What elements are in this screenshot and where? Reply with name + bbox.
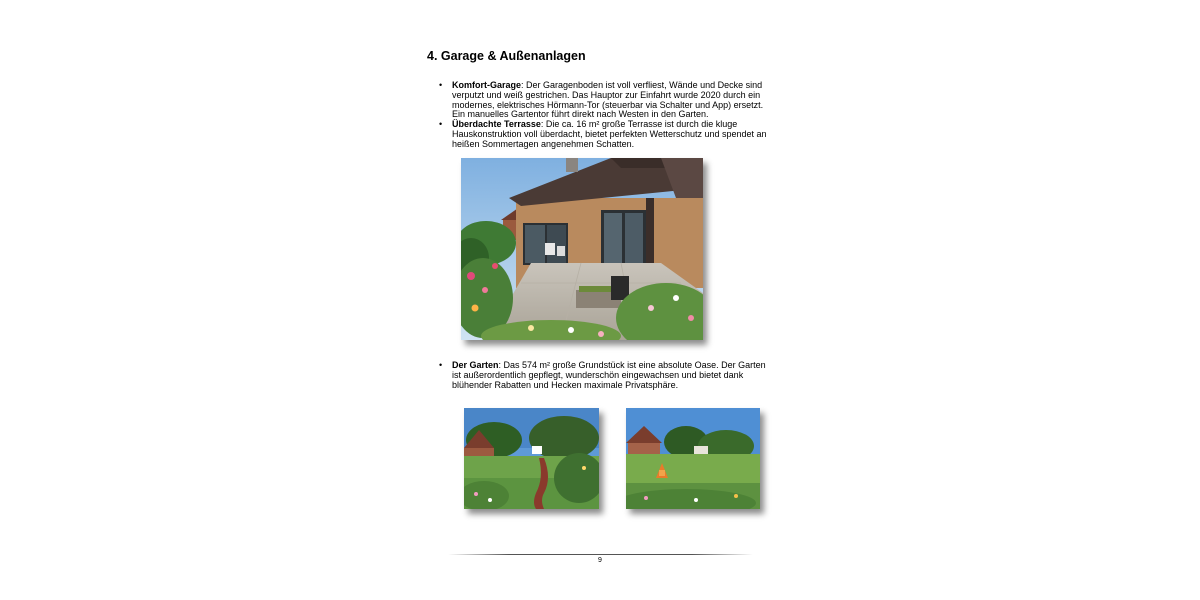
item-text: : Die ca. 16 m² große Terrasse ist durch die kluge Hauskonstruktion voll überdacht, bietet perfekten Wetterschutz und spendet an heißen Sommertagen angenehmen Schatten. — [452, 119, 767, 149]
page-number: 9 — [598, 557, 602, 564]
list-item-garden — [439, 361, 769, 390]
item-term: Der Garten — [452, 360, 499, 370]
garden-path-photo — [464, 408, 599, 509]
list-item-terrace — [439, 120, 769, 149]
garden-list — [439, 361, 769, 390]
list-item-garage — [439, 81, 769, 120]
feature-list — [439, 81, 769, 150]
footer-divider — [448, 554, 753, 555]
covered-terrace-photo — [461, 158, 703, 340]
garden-lawn-photo — [626, 408, 760, 509]
section-heading: 4. Garage & Außenanlagen — [427, 49, 586, 63]
item-text: : Der Garagenboden ist voll verfliest, Wände und Decke sind verputzt und weiß gestrichen. Das Hauptor zur Einfahrt wurde 2020 durch ein modernes, elektrisches Hörmann-Tor (steuerbar via Schalter und App) ersetzt. Ein manuelles Gartentor führt direkt nach Westen in den Garten. — [452, 80, 764, 120]
item-term: Überdachte Terrasse — [452, 119, 541, 130]
item-term: Komfort-Garage — [452, 80, 522, 90]
item-text: : Das 574 m² große Grundstück ist eine absolute Oase. Der Garten ist außerordentlich gepflegt, wunderschön eingewachsen und bietet dank blühender Rabatten und Hecken maximale Privatsphäre. — [452, 360, 766, 390]
